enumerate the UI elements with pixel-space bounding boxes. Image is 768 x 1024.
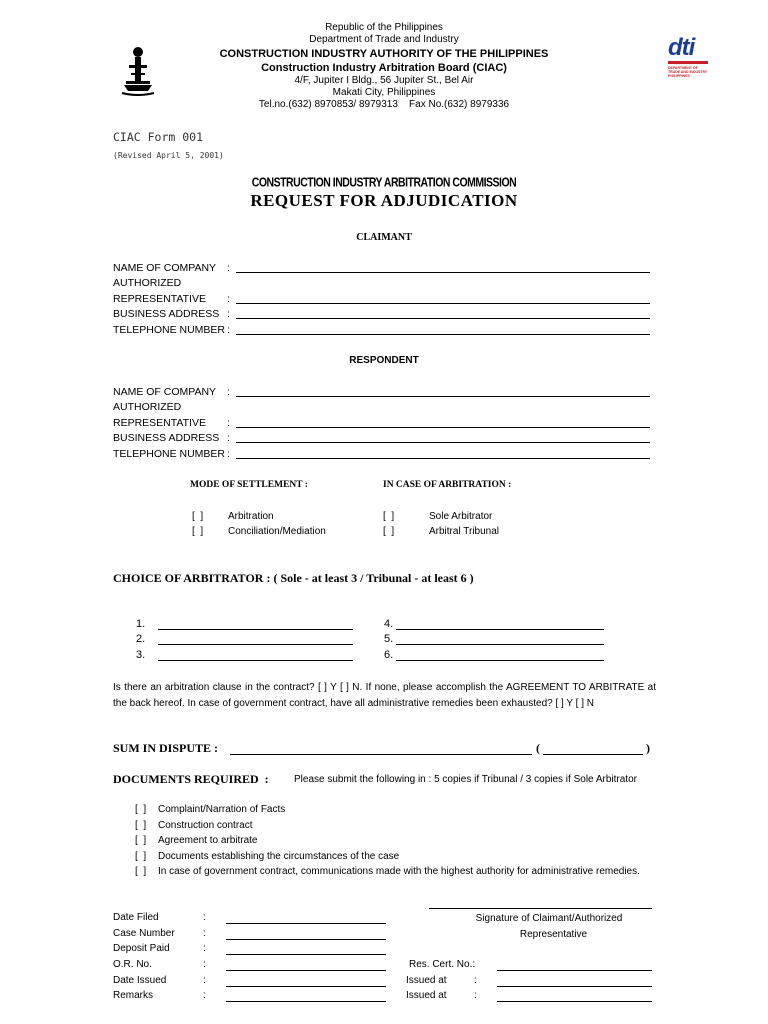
deposit-paid-label: Deposit Paid (113, 943, 170, 954)
header-republic: Republic of the Philippines (325, 22, 443, 33)
colon: : (203, 959, 206, 970)
header-address1: 4/F, Jupiter I Bldg., 56 Jupiter St., Bel Air (294, 75, 474, 86)
signature-label-1: Signature of Claimant/Authorized (475, 913, 623, 924)
documents-heading: DOCUMENTS REQUIRED : (113, 772, 269, 786)
sum-paren-close: ) (646, 741, 650, 755)
claimant-company-label: NAME OF COMPANY (113, 262, 217, 274)
colon: : (203, 975, 206, 986)
deposit-paid-field[interactable] (226, 954, 386, 955)
sum-field[interactable] (230, 754, 532, 755)
remarks-field[interactable] (226, 1001, 386, 1002)
documents-note: Please submit the following in : 5 copies if Tribunal / 3 copies if Sole Arbitrator (294, 774, 637, 785)
respondent-company-field[interactable] (236, 396, 650, 397)
arbitrator-1-field[interactable] (158, 629, 353, 630)
claimant-telephone-field[interactable] (236, 334, 650, 335)
respondent-company-label: NAME OF COMPANY (113, 386, 217, 398)
claimant-telephone-label: TELEPHONE NUMBER (113, 324, 226, 336)
header-address2: Makati City, Philippines (332, 87, 436, 98)
claimant-representative-field[interactable] (236, 303, 650, 304)
doc-checkbox-3[interactable]: [ ] (135, 835, 147, 846)
respondent-address-label: BUSINESS ADDRESS (113, 432, 220, 444)
doc-item-1: Complaint/Narration of Facts (158, 804, 286, 815)
case-number-field[interactable] (226, 939, 386, 940)
settlement-opt-conciliation: Conciliation/Mediation (228, 526, 326, 537)
sum-row (113, 741, 218, 756)
claimant-address-field[interactable] (236, 318, 650, 319)
claimant-company-field[interactable] (236, 272, 650, 273)
colon: : (227, 386, 230, 398)
colon: : (227, 417, 230, 429)
dti-logo-sub: DEPARTMENT OF TRADE AND INDUSTRY PHILIPPINES (668, 66, 708, 78)
colon: : (227, 293, 230, 305)
header-authority: CONSTRUCTION INDUSTRY AUTHORITY OF THE PHILIPPINES (219, 48, 549, 60)
doc-item-5: In case of government contract, communications made with the highest authority for administrative remedies. (158, 866, 640, 877)
issued-at-label-1: Issued at (406, 975, 447, 986)
commission-title: CONSTRUCTION INDUSTRY ARBITRATION COMMISSION (251, 175, 517, 191)
clause-question: Is there an arbitration clause in the contract? [ ] Y [ ] N. If none, please accomplish the AGREEMENT TO ARBITRATE at the back hereof. In case of government contract, have all administrative remedies been exhausted? [ ] Y [ ] N (113, 682, 656, 709)
settlement-heading: MODE OF SETTLEMENT : (190, 480, 308, 490)
colon: : (203, 928, 206, 939)
sum-label: SUM IN DISPUTE : (113, 741, 219, 755)
issued-at-label-2: Issued at (406, 990, 447, 1001)
claimant-representative-label: REPRESENTATIVE (113, 293, 206, 305)
claimant-heading: CLAIMANT (356, 232, 412, 243)
arbitrator-4-field[interactable] (396, 629, 604, 630)
arbitrator-1-number: 1. (136, 618, 146, 630)
respondent-telephone-label: TELEPHONE NUMBER (113, 448, 226, 460)
arbitration-opt-sole: Sole Arbitrator (429, 511, 493, 522)
colon: : (227, 308, 230, 320)
doc-checkbox-1[interactable]: [ ] (135, 804, 147, 815)
doc-checkbox-4[interactable]: [ ] (135, 851, 147, 862)
colon: : (227, 432, 230, 444)
colon: : (227, 262, 230, 274)
respondent-representative-field[interactable] (236, 427, 650, 428)
colon: : (227, 324, 230, 336)
doc-item-2: Construction contract (158, 820, 253, 831)
checkbox-arbitral-tribunal[interactable]: [ ] (383, 526, 395, 537)
doc-item-3: Agreement to arbitrate (158, 835, 258, 846)
claimant-address-label: BUSINESS ADDRESS (113, 308, 220, 320)
form-number: CIAC Form 001 (113, 130, 204, 144)
checkbox-conciliation[interactable]: [ ] (192, 526, 204, 537)
date-issued-label: Date Issued (113, 975, 167, 986)
respondent-authorized-label: AUTHORIZED (113, 401, 182, 413)
date-issued-field[interactable] (226, 986, 386, 987)
doc-checkbox-2[interactable]: [ ] (135, 820, 147, 831)
colon: : (203, 943, 206, 954)
arbitrator-5-field[interactable] (396, 644, 604, 645)
arbitrator-6-field[interactable] (396, 660, 604, 661)
arbitration-opt-tribunal: Arbitral Tribunal (429, 526, 500, 537)
arbitrator-5-number: 5. (384, 633, 394, 645)
arbitrator-2-number: 2. (136, 633, 146, 645)
arbitration-case-heading: IN CASE OF ARBITRATION : (383, 480, 512, 490)
or-no-field[interactable] (226, 970, 386, 971)
arbitrator-4-number: 4. (384, 618, 394, 630)
respondent-telephone-field[interactable] (236, 458, 650, 459)
respondent-address-field[interactable] (236, 442, 650, 443)
header-contact: Tel.no.(632) 8970853/ 8979313 Fax No.(632) 8979336 (258, 99, 510, 110)
checkbox-sole-arbitrator[interactable]: [ ] (383, 511, 395, 522)
arbitrator-3-number: 3. (136, 649, 146, 661)
page-title: REQUEST FOR ADJUDICATION (250, 191, 518, 210)
settlement-opt-arbitration: Arbitration (228, 511, 274, 522)
signature-label-2: Representative (519, 929, 588, 940)
date-filed-field[interactable] (226, 923, 386, 924)
claimant-authorized-label: AUTHORIZED (113, 277, 182, 289)
res-cert-label: Res. Cert. No.: (409, 959, 476, 970)
arbitrator-3-field[interactable] (158, 660, 353, 661)
header-dept: Department of Trade and Industry (309, 34, 459, 45)
arbitrator-2-field[interactable] (158, 644, 353, 645)
case-number-label: Case Number (113, 928, 175, 939)
remarks-label: Remarks (113, 990, 154, 1001)
or-no-label: O.R. No. (113, 959, 152, 970)
form-revised: (Revised April 5, 2001) (113, 151, 224, 160)
sum-paren-open: ( (536, 741, 540, 755)
signature-line[interactable] (429, 908, 652, 909)
colon: : (474, 975, 477, 986)
sum-currency-field[interactable] (543, 754, 643, 755)
issued-at-field-1[interactable] (497, 986, 652, 987)
res-cert-field[interactable] (497, 970, 652, 971)
colon: : (227, 448, 230, 460)
issued-at-field-2[interactable] (497, 1001, 652, 1002)
arbitrator-6-number: 6. (384, 649, 394, 661)
colon: : (203, 912, 206, 923)
dti-logo-text: dti (668, 34, 695, 61)
date-filed-label: Date Filed (113, 912, 159, 923)
checkbox-arbitration[interactable]: [ ] (192, 511, 204, 522)
choice-heading: CHOICE OF ARBITRATOR : ( Sole - at least 3 / Tribunal - at least 6 ) (113, 571, 474, 585)
respondent-representative-label: REPRESENTATIVE (113, 417, 206, 429)
colon: : (474, 990, 477, 1001)
doc-item-4: Documents establishing the circumstances of the case (158, 851, 400, 862)
doc-checkbox-5[interactable]: [ ] (135, 866, 147, 877)
header-board: Construction Industry Arbitration Board (CIAC) (261, 62, 507, 74)
colon: : (203, 990, 206, 1001)
respondent-heading: RESPONDENT (349, 355, 419, 366)
